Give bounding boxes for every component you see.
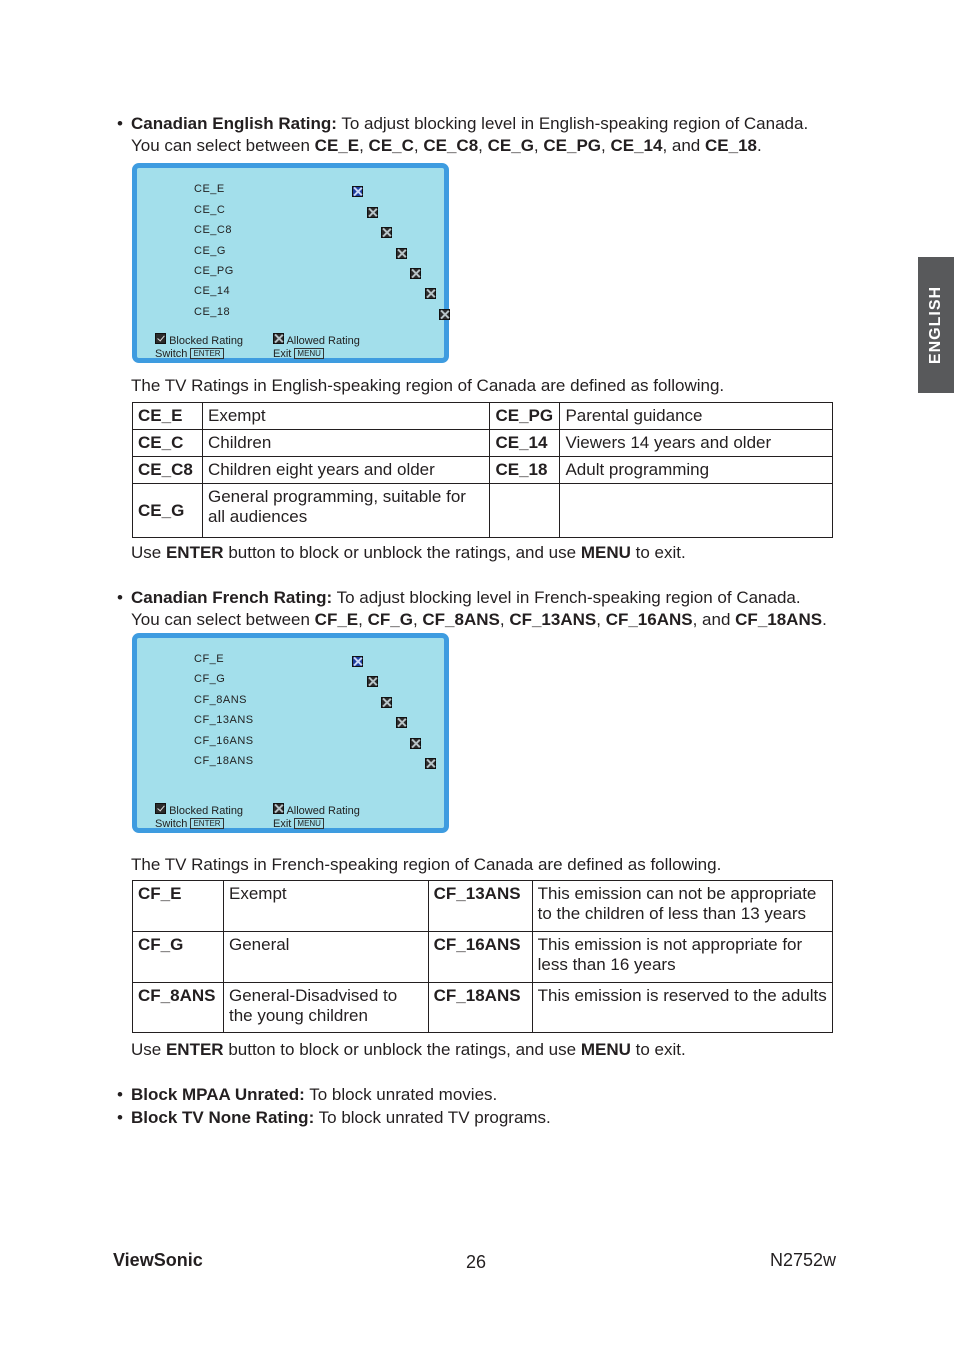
allowed-check-icon[interactable] [352, 656, 363, 667]
legend-exit: Exit MENU [273, 347, 324, 361]
osd-item-ce-14[interactable]: CE_14 [194, 285, 231, 297]
bullet-dot: • [117, 1108, 123, 1127]
option-ce-g: CE_G [487, 136, 534, 155]
option-cf-e: CF_E [314, 610, 359, 629]
joiner: , [499, 610, 510, 629]
allowed-x-icon [273, 333, 284, 344]
allowed-check-icon[interactable] [396, 248, 407, 259]
legend-exit: Exit MENU [273, 817, 324, 831]
option-cf-8ans: CF_8ANS [422, 610, 500, 629]
option-cf-16ans: CF_16ANS [605, 610, 693, 629]
english-ratings-table [132, 402, 833, 538]
blocked-check-icon [155, 333, 166, 344]
table-row: CE_C Children CE_14 Viewers 14 years and older [133, 430, 833, 457]
mpaa-label: Block MPAA Unrated: [131, 1085, 305, 1104]
allowed-check-icon[interactable] [352, 186, 363, 197]
osd-item-ce-g[interactable]: CE_G [194, 245, 226, 257]
osd-item-cf-e[interactable]: CF_E [194, 653, 225, 665]
joiner: . [822, 610, 827, 629]
footer-page-number: 26 [466, 1252, 487, 1272]
french-rating-bullet [117, 587, 801, 609]
allowed-check-icon[interactable] [425, 288, 436, 299]
legend-allowed: Allowed Rating [273, 803, 360, 818]
blocked-check-icon [155, 803, 166, 814]
allowed-check-icon[interactable] [425, 758, 436, 769]
joiner: , [359, 136, 369, 155]
option-cf-g: CF_G [367, 610, 413, 629]
allowed-check-icon[interactable] [381, 697, 392, 708]
option-ce-14: CE_14 [610, 136, 663, 155]
tv-none-desc: To block unrated TV programs. [314, 1108, 551, 1127]
joiner: , [358, 610, 368, 629]
table-row: CE_E Exempt CE_PG Parental guidance [133, 403, 833, 430]
osd-item-cf-18ans[interactable]: CF_18ANS [194, 755, 254, 767]
allowed-check-icon[interactable] [410, 738, 421, 749]
menu-key: MENU [294, 348, 324, 359]
allowed-check-icon[interactable] [381, 227, 392, 238]
allowed-check-icon[interactable] [367, 207, 378, 218]
french-ratings-table [132, 880, 833, 1033]
table-row: CF_E Exempt CF_13ANS This emission can not be appropriate to the children of less than 13 years [133, 881, 833, 932]
legend-allowed: Allowed Rating [273, 333, 360, 348]
bullet-dot: • [117, 588, 123, 607]
french-rating-desc: To adjust blocking level in French-speaking region of Canada. [332, 588, 801, 607]
option-ce-18: CE_18 [705, 136, 757, 155]
mpaa-desc: To block unrated movies. [304, 1085, 498, 1104]
allowed-check-icon[interactable] [439, 309, 450, 320]
legend-blocked: Blocked Rating [155, 333, 243, 348]
footer-brand: ViewSonic [113, 1250, 203, 1270]
english-rating-label: Canadian English Rating: [131, 114, 337, 133]
menu-key: MENU [294, 818, 324, 829]
option-cf-13ans: CF_13ANS [509, 610, 597, 629]
option-ce-c8: CE_C8 [423, 136, 479, 155]
english-rating-desc: To adjust blocking level in English-speaking region of Canada. [336, 114, 809, 133]
table-row: CF_G General CF_16ANS This emission is not appropriate for less than 16 years [133, 932, 833, 983]
allowed-check-icon[interactable] [367, 676, 378, 687]
bullet-dot: • [117, 1085, 123, 1104]
select-prefix: You can select between [131, 610, 315, 629]
footer-model: N2752w [770, 1250, 837, 1270]
osd-item-ce-c[interactable]: CE_C [194, 204, 226, 216]
english-defined-text: The TV Ratings in English-speaking region of Canada are defined as following. [131, 376, 725, 395]
mpaa-unrated-bullet [117, 1084, 498, 1106]
joiner: , [601, 136, 611, 155]
english-rating-osd [132, 163, 449, 363]
joiner: , [533, 136, 544, 155]
option-ce-e: CE_E [314, 136, 360, 155]
osd-item-cf-13ans[interactable]: CF_13ANS [194, 714, 254, 726]
table-row: CF_8ANS General-Disadvised to the young children CF_18ANS This emission is reserved to the adults [133, 983, 833, 1033]
french-rating-label: Canadian French Rating: [131, 588, 333, 607]
language-side-tab [918, 257, 954, 393]
osd-item-cf-g[interactable]: CF_G [194, 673, 226, 685]
bullet-dot: • [117, 114, 123, 133]
joiner: , [478, 136, 488, 155]
legend-switch: Switch ENTER [155, 347, 224, 361]
french-options-line [131, 609, 827, 631]
english-rating-bullet [117, 113, 809, 135]
select-prefix: You can select between [131, 136, 315, 155]
joiner: , [413, 136, 424, 155]
joiner: , and [692, 610, 736, 629]
table-row: CE_G General programming, suitable for all audiences [133, 484, 833, 538]
allowed-x-icon [273, 803, 284, 814]
allowed-check-icon[interactable] [396, 717, 407, 728]
enter-key: ENTER [190, 348, 223, 359]
legend-blocked: Blocked Rating [155, 803, 243, 818]
language-label: ENGLISH [927, 285, 944, 365]
osd-item-ce-e[interactable]: CE_E [194, 183, 225, 195]
osd-item-cf-16ans[interactable]: CF_16ANS [194, 735, 254, 747]
osd-item-cf-8ans[interactable]: CF_8ANS [194, 694, 248, 706]
tv-none-bullet [117, 1107, 551, 1129]
joiner: , and [662, 136, 705, 155]
french-use-note: Use ENTER button to block or unblock the ratings, and use MENU to exit. [131, 1040, 686, 1059]
legend-switch: Switch ENTER [155, 817, 224, 831]
table-row: CE_C8 Children eight years and older CE_18 Adult programming [133, 457, 833, 484]
option-cf-18ans: CF_18ANS [735, 610, 823, 629]
french-defined-text: The TV Ratings in French-speaking region of Canada are defined as following. [131, 855, 722, 874]
osd-item-ce-c8[interactable]: CE_C8 [194, 224, 232, 236]
option-ce-c: CE_C [368, 136, 414, 155]
osd-item-ce-18[interactable]: CE_18 [194, 306, 231, 318]
tv-none-label: Block TV None Rating: [131, 1108, 315, 1127]
joiner: , [412, 610, 423, 629]
joiner: . [756, 136, 762, 155]
joiner: , [596, 610, 606, 629]
enter-key: ENTER [190, 818, 223, 829]
osd-item-ce-pg[interactable]: CE_PG [194, 265, 234, 277]
option-ce-pg: CE_PG [543, 136, 602, 155]
french-rating-osd [132, 633, 449, 833]
english-options-line [131, 135, 762, 157]
allowed-check-icon[interactable] [410, 268, 421, 279]
english-use-note: Use ENTER button to block or unblock the ratings, and use MENU to exit. [131, 543, 686, 562]
